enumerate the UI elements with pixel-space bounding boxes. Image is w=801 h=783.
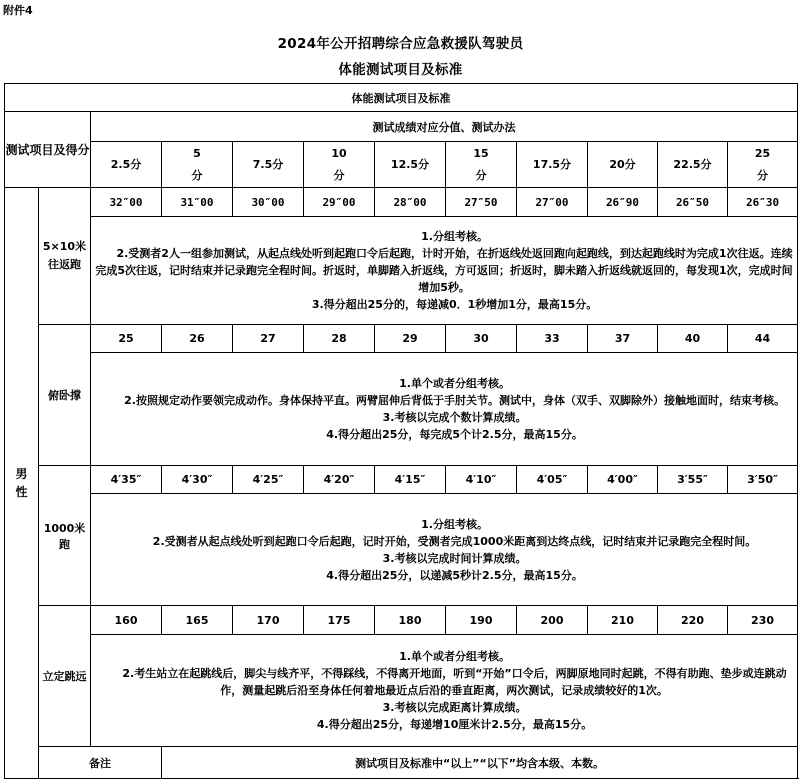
rule-line: 2.按照规定动作要领完成动作。身体保持平直。两臂屈伸后背低于手肘关节。测试中，身体（双手、双脚除外）接触地面时，结束考核。 [124,394,785,407]
value-cell: 28 [304,325,375,353]
value-cell: 190 [446,606,517,635]
item-name: 5×10米往返跑 [39,188,91,325]
document-subtitle: 体能测试项目及标准 [338,62,463,78]
value-cell: 3′55″ [658,466,728,494]
item-rules-row [5,217,798,325]
value-cell: 27″00 [517,188,588,217]
value-cell: 175 [304,606,375,635]
value-cell: 200 [517,606,588,635]
rule-line: 3.考核以完成距离计算成绩。 [382,701,527,714]
value-cell: 26″90 [588,188,658,217]
rule-line: 2.受测者从起点线处听到起跑口令后起跑，记时开始，受测者完成1000米距离到达终点线，记时结束并记录跑完全程时间。 [152,534,757,548]
score-cell: 20分 [588,142,658,188]
rule-line: 3.考核以完成时间计算成绩。 [382,551,527,565]
value-cell: 4′10″ [446,466,517,494]
value-cell: 26″50 [658,188,728,217]
value-cell: 4′15″ [375,466,446,494]
rule-line: 2.考生站立在起跳线后，脚尖与线齐平，不得踩线，不得离开地面，听到“开始”口令后，两脚原地同时起跳，不得有助跑、垫步或连跳动作，测量起跳后沿至身体任何着地最近点后沿的垂直距离，两次测试，记录成绩较好的1次。 [122,667,787,697]
value-cell: 3′50″ [728,466,798,494]
item-rules [91,353,798,466]
item-values-row [5,466,798,494]
document-title: 2024年公开招聘综合应急救援队驾驶员 [277,36,524,52]
rule-line: 4.得分超出25分，每完成5个计2.5分，最高15分。 [326,428,583,441]
rule-line: 1.分组考核。 [421,517,488,531]
score-cell: 12.5分 [375,142,446,188]
item-rules-row [5,635,798,747]
table-caption-row [5,84,798,112]
value-cell: 31″00 [162,188,233,217]
value-cell: 28″00 [375,188,446,217]
value-cell: 160 [91,606,162,635]
rule-line: 1.分组考核。 [421,230,488,243]
value-cell: 210 [588,606,658,635]
rule-line: 2.受测者2人一组参加测试，从起点线处听到起跑口令后起跑，计时开始，在折返线处返回跑向起跑线，到达起跑线时为完成1次往返。连续完成5次往返，记时结束并记录跑完全程时间。折返时，单脚踏入折返线，方可返回；折返时，脚未踏入折返线就返回的，每发现1次，完成时间增加5秒。 [95,247,793,294]
standards-table [4,83,798,779]
value-cell: 230 [728,606,798,635]
score-cell: 17.5分 [517,142,588,188]
value-cell: 30 [446,325,517,353]
remark-row [5,747,798,779]
gender-label: 男 性 [5,188,39,779]
rule-line: 3.考核以完成个数计算成绩。 [382,411,527,424]
value-cell: 30″00 [233,188,304,217]
score-cell: 2.5分 [91,142,162,188]
table-caption: 体能测试项目及标准 [5,84,798,112]
item-name: 1000米跑 [39,466,91,606]
item-name: 俯卧撑 [39,325,91,466]
remark-text: 测试项目及标准中“以上”“以下”均含本级、本数。 [162,747,798,779]
score-header: 测试成绩对应分值、测试办法 [91,112,798,142]
value-cell: 40 [658,325,728,353]
item-rules-row [5,353,798,466]
rule-line: 3.得分超出25分的，每递减0．1秒增加1分，最高15分。 [311,298,598,311]
item-values-row [5,606,798,635]
rule-line: 1.单个或者分组考核。 [399,650,510,663]
value-cell: 4′35″ [91,466,162,494]
rule-line: 4.得分超出25分，以递减5秒计2.5分，最高15分。 [326,568,583,582]
value-cell: 27″50 [446,188,517,217]
value-cell: 180 [375,606,446,635]
attachment-label: 附件4 [3,4,33,17]
score-cell: 25 分 [728,142,798,188]
item-rules [91,494,798,606]
header-row [5,112,798,142]
value-cell: 165 [162,606,233,635]
value-cell: 32″00 [91,188,162,217]
remark-label: 备注 [39,747,162,779]
value-cell: 25 [91,325,162,353]
value-cell: 44 [728,325,798,353]
value-cell: 220 [658,606,728,635]
value-cell: 26″30 [728,188,798,217]
value-cell: 4′05″ [517,466,588,494]
value-cell: 33 [517,325,588,353]
item-header: 测试项目及得分 [5,112,91,188]
item-values-row [5,325,798,353]
rule-line: 1.单个或者分组考核。 [399,377,510,390]
score-cell: 10 分 [304,142,375,188]
item-rules [91,635,798,747]
item-rules-row [5,494,798,606]
value-cell: 170 [233,606,304,635]
score-cell: 7.5分 [233,142,304,188]
score-cell: 5 分 [162,142,233,188]
value-cell: 27 [233,325,304,353]
item-values-row [5,188,798,217]
score-cell: 22.5分 [658,142,728,188]
value-cell: 4′00″ [588,466,658,494]
value-cell: 4′25″ [233,466,304,494]
score-cell: 15 分 [446,142,517,188]
item-name: 立定跳远 [39,606,91,747]
value-cell: 26 [162,325,233,353]
item-rules [91,217,798,325]
score-row [5,142,798,188]
value-cell: 29 [375,325,446,353]
value-cell: 4′20″ [304,466,375,494]
value-cell: 29″00 [304,188,375,217]
value-cell: 4′30″ [162,466,233,494]
rule-line: 4.得分超出25分，每递增10厘米计2.5分，最高15分。 [316,718,593,731]
value-cell: 37 [588,325,658,353]
